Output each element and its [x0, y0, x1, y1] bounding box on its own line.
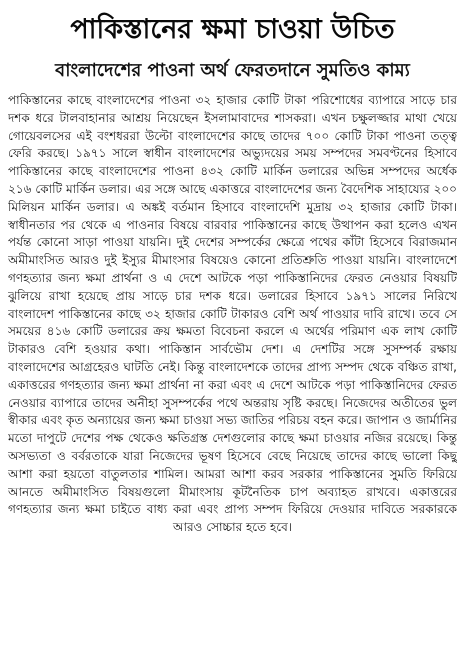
- headline: পাকিস্তানের ক্ষমা চাওয়া উচিত: [70, 14, 395, 45]
- subheadline: বাংলাদেশের পাওনা অর্থ ফেরতদানে সুমতিও কাম্য: [55, 60, 410, 81]
- article-body: পাকিস্তানের কাছে বাংলাদেশের পাওনা ৩২ হাজার কোটি টাকা পরিশোধের ব্যাপারে সাড়ে চার দশক ধরে টালবাহানার আশ্রয় নিয়েছেন ইসলামাবাদের শাসকরা। এখন চক্ষুলজ্জার মাথা খেয়ে গোয়েবলসের এই বংশধররা উল্টো বাংলাদেশের কাছে তাদের ৭০০ কোটি টাকা পাওনা তত্ত্ব ফেরি করছে। ১৯৭১ সালে স্বাধীন বাংলাদেশের অভ্যুদয়ের সময় সম্পদের সমবণ্টনের হিসাবে পাকিস্তানের কাছে বাংলাদেশের পাওনা ৪৩২ কোটি মার্কিন ডলারের অভিন্ন সম্পদের অর্ধেক ২১৬ কোটি মার্কিন ডলার। এর সঙ্গে আছে একাত্তরে বাংলাদেশের জন্য বৈদেশিক সাহায্যের ২০০ মিলিয়ন মার্কিন ডলার। এ অঙ্কই বর্তমান হিসাবে বাংলাদেশি মুদ্রায় ৩২ হাজার কোটি টাকা। স্বাধীনতার পর থেকে এ পাওনার বিষয়ে বারবার পাকিস্তানের কাছে উত্থাপন করা হলেও এখন পর্যন্ত কোনো সাড়া পাওয়া যায়নি। দুই দেশের সম্পর্কের ক্ষেত্রে পথের কাঁটা হিসেবে বিরাজমান অমীমাংসিত আরও দুই ইস্যুর মীমাংসার বিষয়েও কোনো প্রতিশ্রুতি পাওয়া যায়নি। বাংলাদেশে গণহত্যার জন্য ক্ষমা প্রার্থনা ও এ দেশে আটকে পড়া পাকিস্তানিদের ফেরত নেওয়ার বিষয়টি ঝুলিয়ে রাখা হয়েছে প্রায় সাড়ে চার দশক ধরে। ডলারের হিসাবে ১৯৭১ সালের নিরিখে বাংলাদেশ পাকিস্তানের কাছে ৩২ হাজার কোটি টাকারও বেশি অর্থ পাওয়ার দাবি রাখে। তবে সে সময়ের ৪১৬ কোটি ডলারের ক্রয় ক্ষমতা বিবেচনা করলে এ অর্থের পরিমাণ এক লাখ কোটি টাকারও বেশি হওয়ার কথা। পাকিস্তান সার্বভৌম দেশ। এ দেশটির সঙ্গে সুসম্পর্ক রক্ষায় বাংলাদেশের আগ্রহেরও ঘাটতি নেই। কিন্তু বাংলাদেশকে তাদের প্রাপ্য সম্পদ থেকে বঞ্চিত রাখা, একাত্তরের গণহত্যার জন্য ক্ষমা প্রার্থনা না করা এবং এ দেশে আটকে পড়া পাকিস্তানিদের ফেরত নেওয়ার ব্যাপারে তাদের অনীহা সুসম্পর্কের পথে অন্তরায় সৃষ্টি করছে। নিজেদের অতীতের ভুল স্বীকার এবং কৃত অন্যায়ের জন্য ক্ষমা চাওয়া সভ্য জাতির পরিচয় বহন করে। জাপান ও জার্মানির মতো দাপুটে দেশের পক্ষ থেকেও ক্ষতিগ্রস্ত দেশগুলোর কাছে ক্ষমা চাওয়ার নজির রয়েছে। কিন্তু অসভ্যতা ও বর্বরতাকে যারা নিজেদের ভূষণ হিসেবে বেছে নিয়েছে তাদের কাছে ভালো কিছু আশা করা হয়তো বাতুলতার শামিল। আমরা আশা করব সরকার পাকিস্তানের সুমতি ফিরিয়ে আনতে অমীমাংসিত বিষয়গুলো মীমাংসায় কূটনৈতিক চাপ অব্যাহত রাখবে। একাত্তরের গণহত্যার জন্য ক্ষমা চাইতে বাধ্য করা এবং প্রাপ্য সম্পদ ফিরিয়ে দেওয়ার দাবিতে সরকারকে আরও সোচ্চার হতে হবে।: [8, 93, 457, 535]
